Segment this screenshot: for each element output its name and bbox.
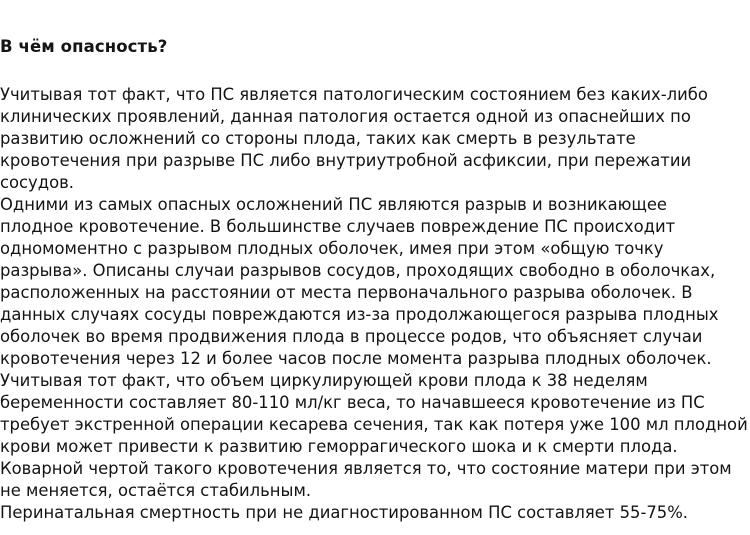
text-line: требует экстренной операции кесарева сечения, так как потеря уже 100 мл плодной [0,415,748,434]
text-line: расположенных на расстоянии от места первоначального разрыва оболочек. В [0,283,693,302]
text-line: одномоментно с разрывом плодных оболочек, имея при этом «общую точку [0,239,664,258]
text-line: развитию осложнений со стороны плода, таких как смерть в результате [0,129,636,148]
article-heading: В чём опасность? [0,37,168,56]
text-line: Коварной чертой такого кровотечения является то, что состояние матери при этом [0,459,732,478]
text-line: плодное кровотечение. В большинстве случаев повреждение ПС происходит [0,217,676,236]
text-line: Учитывая тот факт, что объем циркулирующей крови плода к 38 неделям [0,371,648,390]
text-line: разрыва». Описаны случаи разрывов сосудов, проходящих свободно в оболочках, [0,261,716,280]
text-line: сосудов. [0,173,74,192]
text-line: беременности составляет 80-110 мл/кг веса, то начавшееся кровотечение из ПС [0,393,705,412]
text-line: Одними из самых опасных осложнений ПС являются разрыв и возникающее [0,195,668,214]
text-line: данных случаях сосуды повреждаются из-за продолжающегося разрыва плодных [0,305,719,324]
text-line: оболочек во время продвижения плода в процессе родов, что объясняет случаи [0,327,703,346]
text-line: кровотечения через 12 и более часов после момента разрыва плодных оболочек. [0,349,712,368]
text-line: клинических проявлений, данная патология остается одной из опаснейших по [0,107,691,126]
text-line: Учитывая тот факт, что ПС является патологическим состоянием без каких-либо [0,85,708,104]
text-line: не меняется, остаётся стабильным. [0,481,312,500]
text-line: Перинатальная смертность при не диагностированном ПС составляет 55-75%. [0,503,689,522]
text-line: крови может привести к развитию геморрагического шока и к смерти плода. [0,437,678,456]
text-line: кровотечения при разрыве ПС либо внутриутробной асфиксии, при пережатии [0,151,692,170]
